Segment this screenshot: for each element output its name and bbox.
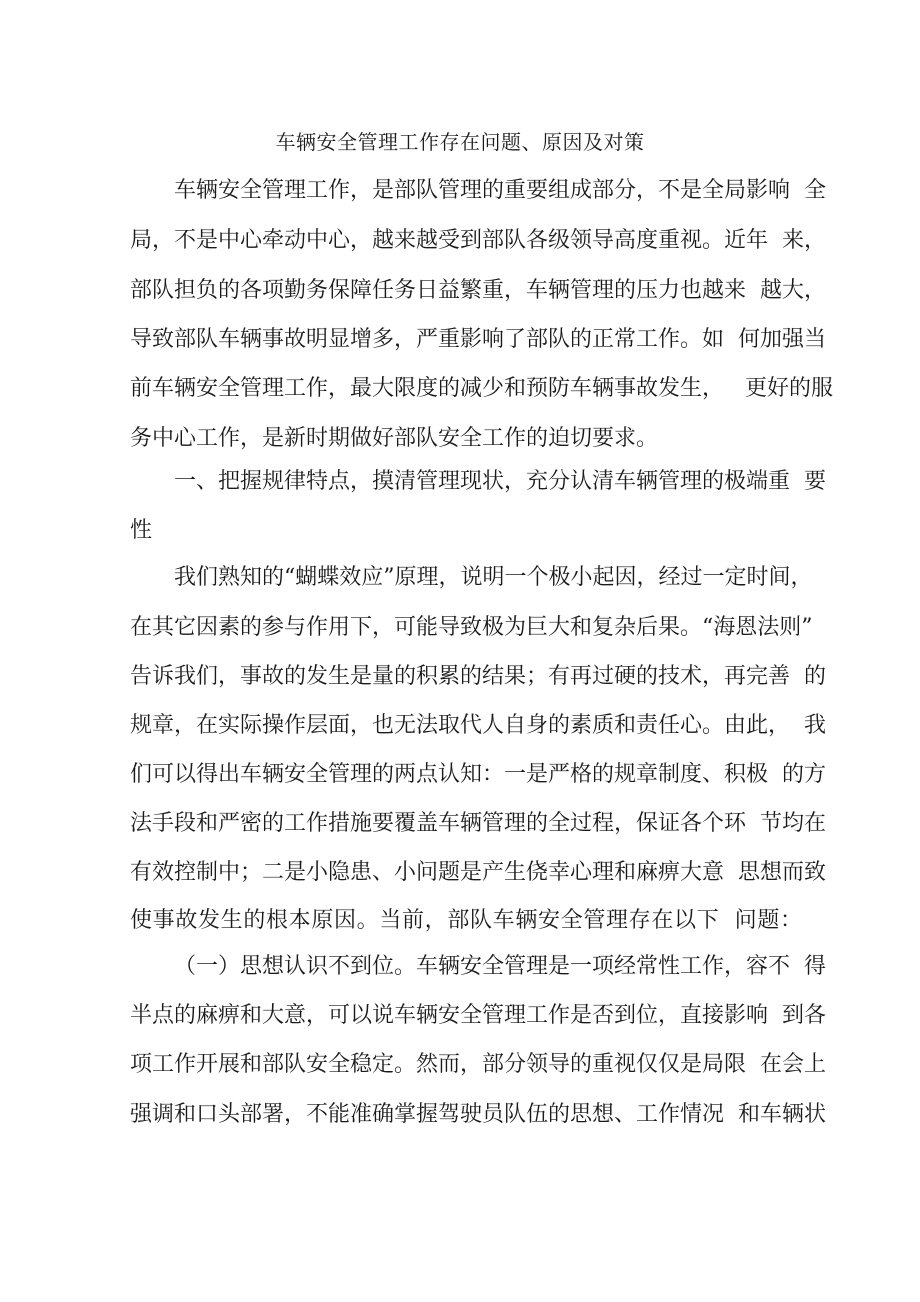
text-line: 有效控制中；二是小隐患、小问题是产生侥幸心理和麻痹大意 思想而致 <box>130 860 826 885</box>
text-line: 项工作开展和部队安全稳定。然而，部分领导的重视仅仅是局限 在会上 <box>130 1052 826 1077</box>
document-title: 车辆安全管理工作存在问题、原因及对策 <box>275 130 645 154</box>
text-line: 前车辆安全管理工作，最大限度的减少和预防车辆事故发生， 更好的服 <box>130 376 833 401</box>
text-line: 车辆安全管理工作，是部队管理的重要组成部分，不是全局影响 全 <box>174 178 826 203</box>
text-line: 导致部队车辆事故明显增多，严重影响了部队的正常工作。如 何加强当 <box>130 327 826 352</box>
section-heading: 一、把握规律特点，摸清管理现状，充分认清车辆管理的极端重 要 <box>174 469 826 494</box>
text-line: 告诉我们，事故的发生是量的积累的结果；有再过硬的技术，再完善 的 <box>130 664 826 689</box>
text-line: 务中心工作，是新时期做好部队安全工作的迫切要求。 <box>130 426 659 451</box>
section-heading: 性 <box>130 518 153 543</box>
text-line: 们可以得出车辆安全管理的两点认知：一是严格的规章制度、积极 的方 <box>130 762 826 787</box>
text-line: 半点的麻痹和大意，可以说车辆安全管理工作是否到位，直接影响 到各 <box>130 1003 826 1028</box>
text-line: 在其它因素的参与作用下，可能导致极为巨大和复杂后果。“海恩法则” <box>130 615 813 640</box>
text-line: 部队担负的各项勤务保障任务日益繁重，车辆管理的压力也越来 越大， <box>130 278 826 303</box>
text-line: 局，不是中心牵动中心，越来越受到部队各级领导高度重视。近年 来， <box>130 228 826 253</box>
text-line: 规章，在实际操作层面，也无法取代人自身的素质和责任心。由此， 我 <box>130 713 826 738</box>
text-line: 法手段和严密的工作措施要覆盖车辆管理的全过程，保证各个环 节均在 <box>130 811 826 836</box>
text-line: 强调和口头部署，不能准确掌握驾驶员队伍的思想、工作情况 和车辆状 <box>130 1102 826 1127</box>
text-line: 我们熟知的“蝴蝶效应”原理，说明一个极小起因，经过一定时间， <box>174 565 813 590</box>
text-line: 使事故发生的根本原因。当前，部队车辆安全管理存在以下 问题： <box>130 908 802 933</box>
text-line: （一）思想认识不到位。车辆安全管理是一项经常性工作，容不 得 <box>174 954 826 979</box>
